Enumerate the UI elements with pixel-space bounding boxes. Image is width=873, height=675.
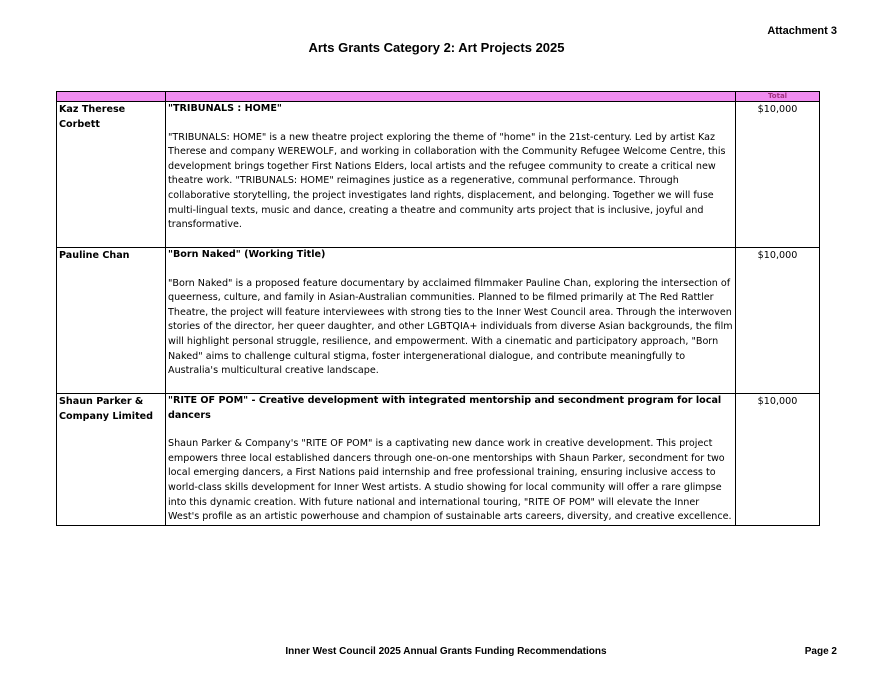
page-title: Arts Grants Category 2: Art Projects 2025 <box>308 40 565 55</box>
project-description: "Born Naked" is a proposed feature documentary by acclaimed filmmaker Pauline Chan, exploring the intersection of queerness, culture, and family in Asian-Australian communities. Planned to be filmed primarily at The Red Rattler Theatre, the project will feature interviewees with strong ties to the Inner West Council area. Through the interwoven stories of the director, her queer daughter, and other LGBTQIA+ individuals from diverse Asian backgrounds, the film will highlight personal struggle, resilience, and empowerment. With a cinematic and participatory approach, "Born Naked" aims to challenge cultural stigma, foster intergenerational dialogue, and contribute meaningfully to Australia's multicultural creative landscape. <box>168 277 733 377</box>
project-title: "TRIBUNALS : HOME" <box>168 103 282 114</box>
project-cell <box>166 102 736 248</box>
header-cell-total: Total <box>736 92 820 102</box>
attachment-label: Attachment 3 <box>767 25 837 37</box>
project-title: "Born Naked" (Working Title) <box>168 249 326 260</box>
grant-amount: $10,000 <box>736 394 820 526</box>
table-row <box>57 248 820 394</box>
page-number: Page 2 <box>804 646 837 657</box>
project-description: "TRIBUNALS: HOME" is a new theatre project exploring the theme of "home" in the 21st-century. Led by artist Kaz Therese and company WEREWOLF, and working in collaboration with the Community Refugee Welcome Centre, this development brings together First Nations Elders, local artists and the refugee community to create a critical new theatre work. "TRIBUNALS: HOME" reimagines justice as a regenerative, communal performance. Through collaborative storytelling, the project investigates land rights, displacement, and belonging. Together we will fuse multi-lingual texts, music and dance, creating a theatre and community arts project that is inclusive, joyful and transformative. <box>168 131 726 231</box>
table-row <box>57 102 820 248</box>
footer-text: Inner West Council 2025 Annual Grants Funding Recommendations <box>285 646 607 657</box>
applicant-name: Shaun Parker & Company Limited <box>57 394 166 526</box>
grant-amount: $10,000 <box>736 248 820 394</box>
grant-amount: $10,000 <box>736 102 820 248</box>
project-cell <box>166 394 736 526</box>
table-row <box>57 394 820 526</box>
grants-table <box>56 91 820 526</box>
applicant-name: Kaz Therese Corbett <box>57 102 166 248</box>
applicant-name: Pauline Chan <box>57 248 166 394</box>
project-description: Shaun Parker & Company's "RITE OF POM" is a captivating new dance work in creative development. This project empowers three local established dancers through one-on-one mentorships with Shaun Parker, secondment for two local emerging dancers, a First Nations paid internship and free professional training, ensuring inclusive access to world-class skills development for Inner West artists. A studio showing for local community will offer a rare glimpse into this dynamic creation. With future national and international touring, "RITE OF POM" will elevate the Inner West's profile as an artistic powerhouse and champion of sustainable arts careers, diversity, and creative excellence. <box>168 438 732 523</box>
header-cell-applicant <box>57 92 166 102</box>
project-cell <box>166 248 736 394</box>
table-header-row <box>57 92 820 102</box>
header-cell-project <box>166 92 736 102</box>
project-title: "RITE OF POM" - Creative development with integrated mentorship and secondment program for local dancers <box>168 395 722 421</box>
